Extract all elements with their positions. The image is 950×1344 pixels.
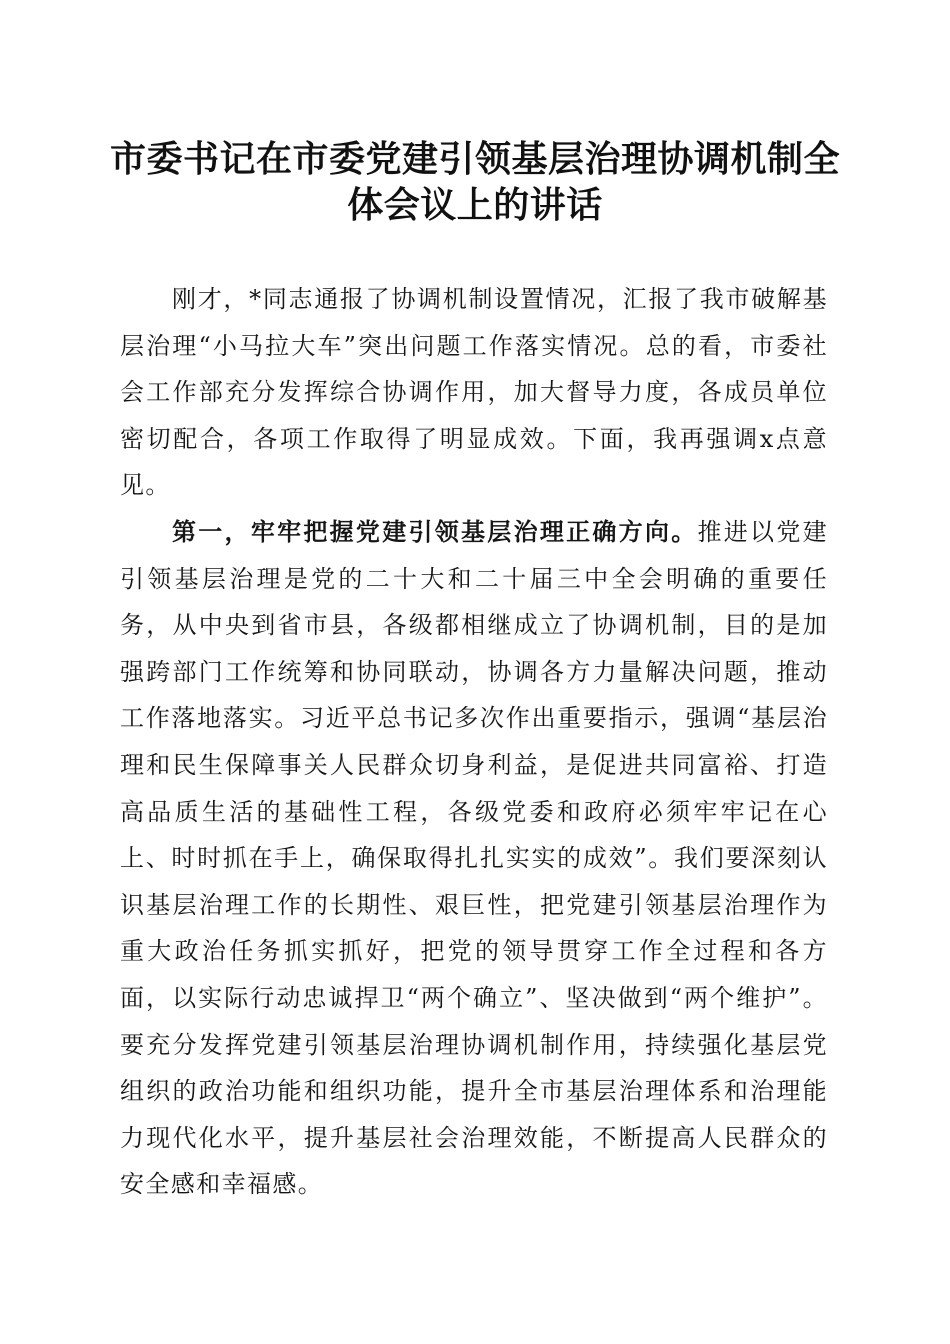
document-body — [120, 276, 828, 1208]
paragraph-2 — [120, 509, 828, 1208]
paragraph-1-text: 刚才，*同志通报了协调机制设置情况，汇报了我市破解基层治理“小马拉大车”突出问题工作落实情况。总的看，市委社会工作部充分发挥综合协调作用，加大督导力度，各成员单位密切配合，各项工作取得了明显成效。下面，我再强调x点意见。 — [120, 285, 828, 500]
paragraph-2-text: 推进以党建引领基层治理是党的二十大和二十届三中全会明确的重要任务，从中央到省市县，各级都相继成立了协调机制，目的是加强跨部门工作统筹和协同联动，协调各方力量解决问题，推动工作落地落实。习近平总书记多次作出重要指示，强调“基层治理和民生保障事关人民群众切身利益，是促进共同富裕、打造高品质生活的基础性工程，各级党委和政府必须牢牢记在心上、时时抓在手上，确保取得扎扎实实的成效”。我们要深刻认识基层治理工作的长期性、艰巨性，把党建引领基层治理作为重大政治任务抓实抓好，把党的领导贯穿工作全过程和各方面，以实际行动忠诚捍卫“两个确立”、坚决做到“两个维护”。要充分发挥党建引领基层治理协调机制作用，持续强化基层党组织的政治功能和组织功能，提升全市基层治理体系和治理能力现代化水平，提升基层社会治理效能，不断提高人民群众的安全感和幸福感。 — [120, 517, 828, 1199]
title-line-2: 体会议上的讲话 — [347, 184, 603, 226]
paragraph-1 — [120, 276, 828, 509]
paragraph-2-lead: 第一，牢牢把握党建引领基层治理正确方向。 — [172, 516, 698, 546]
document-title — [100, 136, 850, 228]
title-line-1: 市委书记在市委党建引领基层治理协调机制全 — [109, 138, 840, 180]
